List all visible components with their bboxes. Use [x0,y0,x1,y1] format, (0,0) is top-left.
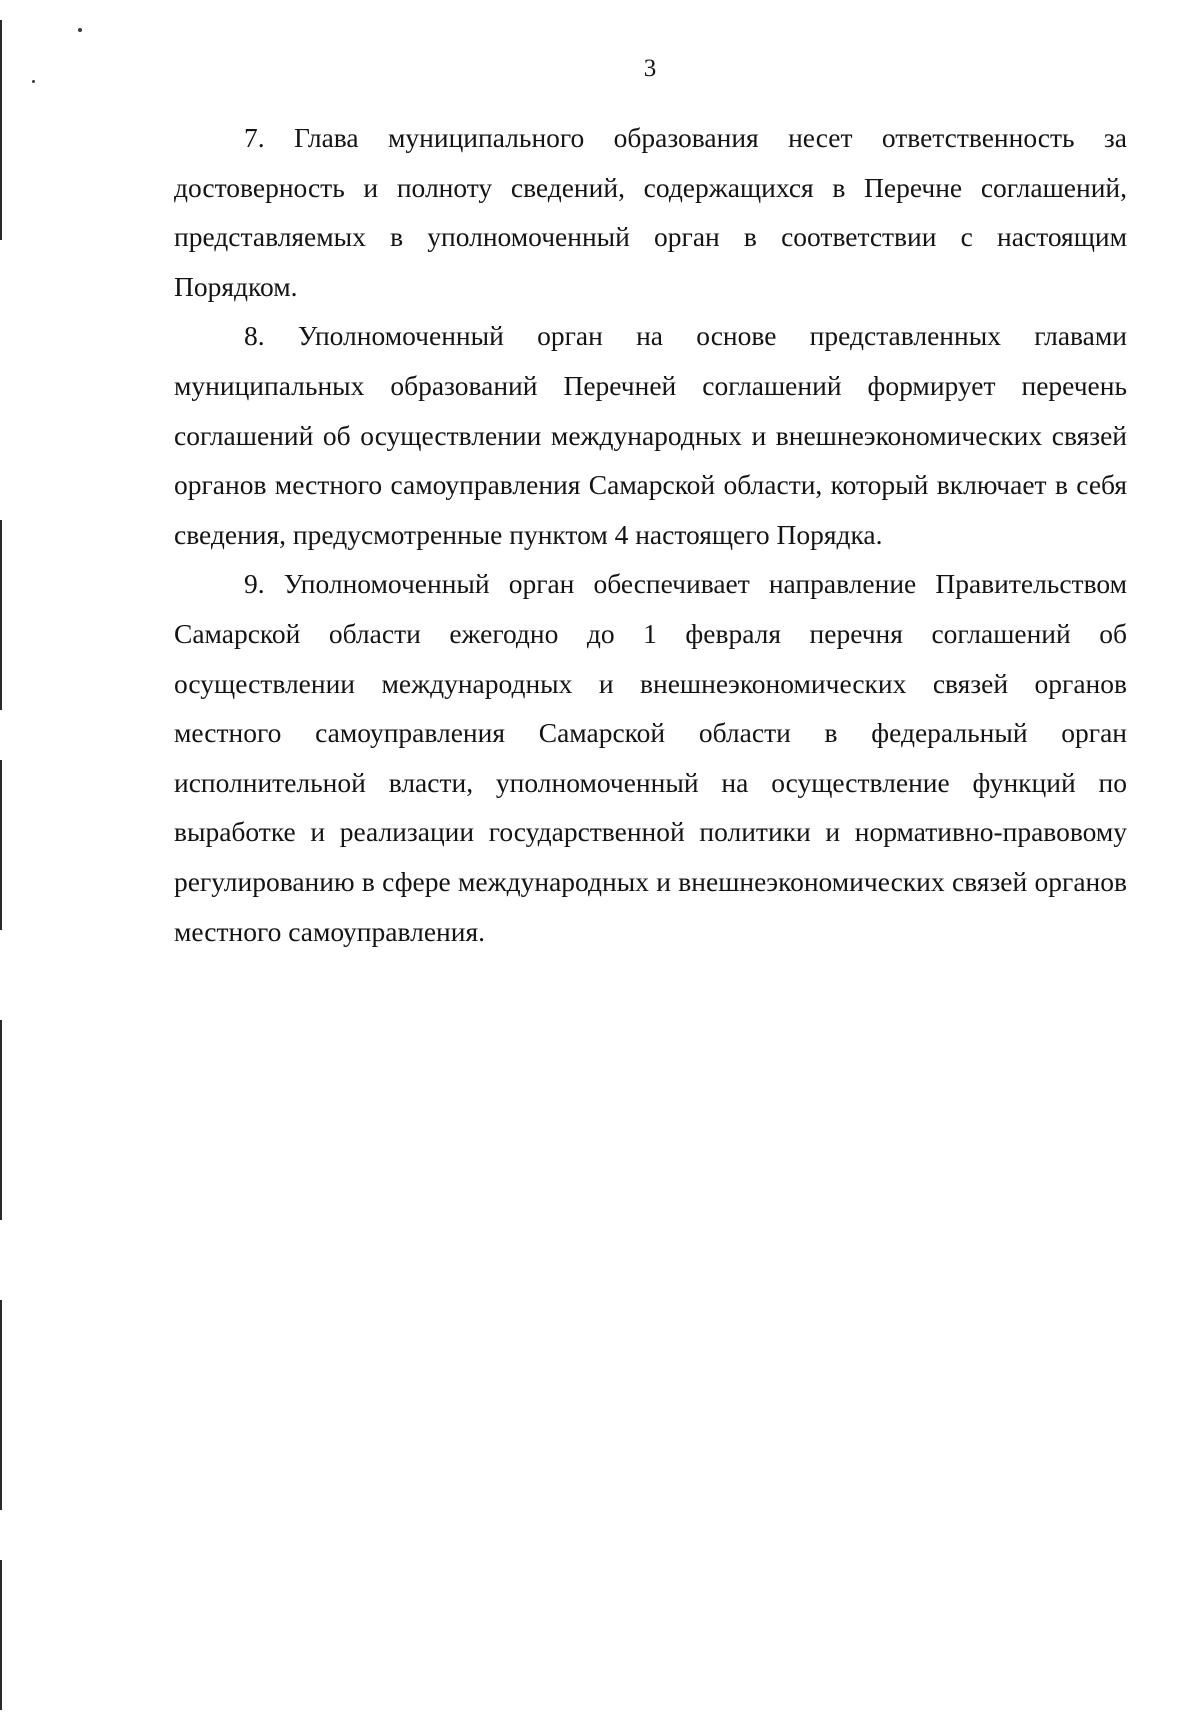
scan-edge-line [0,1300,2,1510]
paragraph-7: 7. Глава муниципального образования несет ответственность за достоверность и полноту сведений, содержащихся в Перечне соглашений, представляемых в уполномоченный орган в соответствии с настоящим Порядком. [174,122,1127,302]
scan-edge-line [0,20,2,240]
scan-edge-line [0,1020,2,1220]
page-number: 3 [643,55,657,82]
scan-edge-line [0,520,2,710]
scan-edge-line [0,1560,2,1710]
paragraph-8: 8. Уполномоченный орган на основе представленных главами муниципальных образований Перечней соглашений формирует перечень соглашений об осуществлении международных и внешнеэкономических связей органов местного самоуправления Самарской области, который включает в себя сведения, предусмотренные пунктом 4 настоящего Порядка. [174,320,1127,550]
scan-edge-line [0,760,2,930]
paragraph-9: 9. Уполномоченный орган обеспечивает направление Правительством Самарской области ежегодно до 1 февраля перечня соглашений об осуществлении международных и внешнеэкономических связей органов местного самоуправления Самарской области в федеральный орган исполнительной власти, уполномоченный на осуществление функций по выработке и реализации государственной политики и нормативно-правовому регулированию в сфере международных и внешнеэкономических связей органов местного самоуправления. [174,568,1127,947]
scan-speck [78,28,82,32]
document-body [174,113,1127,956]
